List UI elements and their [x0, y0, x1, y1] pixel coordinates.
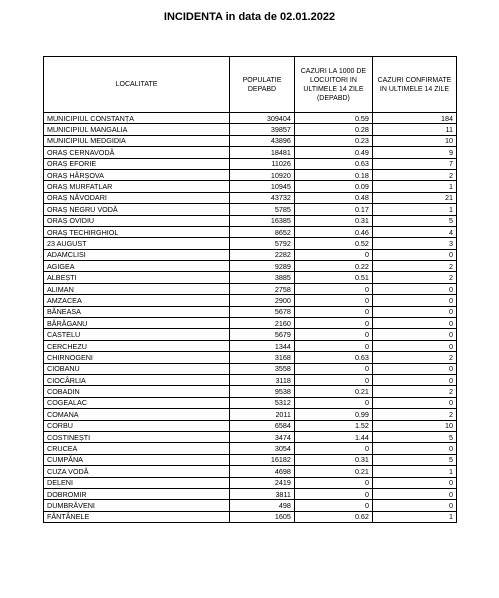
table-row [44, 511, 457, 522]
table-row [44, 295, 457, 306]
table-row [44, 283, 457, 294]
cell-cazuri-1000: 0.31 [294, 454, 372, 465]
cell-localitate: ADAMCLISI [44, 249, 230, 260]
page-title: INCIDENTA in data de 02.01.2022 [163, 11, 336, 23]
table-row [44, 352, 457, 363]
cell-cazuri-confirmate: 11 [372, 124, 456, 135]
cell-localitate: ALIMAN [44, 283, 230, 294]
table-row [44, 500, 457, 511]
cell-cazuri-confirmate: 0 [372, 283, 456, 294]
table-row [44, 169, 457, 180]
cell-populatie: 5785 [230, 204, 295, 215]
cell-cazuri-1000: 0 [294, 363, 372, 374]
cell-cazuri-1000: 0 [294, 500, 372, 511]
cell-cazuri-1000: 1.52 [294, 420, 372, 431]
cell-cazuri-1000: 0.17 [294, 204, 372, 215]
cell-populatie: 39857 [230, 124, 295, 135]
cell-populatie: 2758 [230, 283, 295, 294]
cell-cazuri-1000: 0.63 [294, 158, 372, 169]
cell-localitate: AMZACEA [44, 295, 230, 306]
cell-localitate: DOBROMIR [44, 488, 230, 499]
table-row [44, 397, 457, 408]
cell-populatie: 16385 [230, 215, 295, 226]
cell-cazuri-1000: 0 [294, 443, 372, 454]
cell-localitate: DELENI [44, 477, 230, 488]
cell-localitate: CUZA VODĂ [44, 466, 230, 477]
cell-cazuri-confirmate: 21 [372, 192, 456, 203]
cell-populatie: 16182 [230, 454, 295, 465]
cell-cazuri-confirmate: 9 [372, 147, 456, 158]
cell-populatie: 2282 [230, 249, 295, 260]
cell-cazuri-confirmate: 3 [372, 238, 456, 249]
table-row [44, 135, 457, 146]
cell-cazuri-confirmate: 1 [372, 181, 456, 192]
cell-cazuri-confirmate: 0 [372, 363, 456, 374]
cell-populatie: 498 [230, 500, 295, 511]
cell-populatie: 1344 [230, 340, 295, 351]
cell-cazuri-confirmate: 2 [372, 409, 456, 420]
cell-cazuri-1000: 0 [294, 283, 372, 294]
cell-cazuri-confirmate: 0 [372, 488, 456, 499]
cell-cazuri-1000: 0 [294, 306, 372, 317]
table-row [44, 420, 457, 431]
cell-cazuri-confirmate: 0 [372, 374, 456, 385]
cell-cazuri-confirmate: 0 [372, 340, 456, 351]
table-row [44, 454, 457, 465]
cell-localitate: BĂRĂGANU [44, 318, 230, 329]
cell-populatie: 5679 [230, 329, 295, 340]
cell-cazuri-1000: 0.09 [294, 181, 372, 192]
cell-localitate: CERCHEZU [44, 340, 230, 351]
cell-localitate: ORAȘ NĂVODARI [44, 192, 230, 203]
cell-cazuri-1000: 0 [294, 488, 372, 499]
cell-cazuri-1000: 0.22 [294, 261, 372, 272]
cell-populatie: 4698 [230, 466, 295, 477]
cell-localitate: ORAȘ TECHIRGHIOL [44, 226, 230, 237]
cell-cazuri-1000: 0.21 [294, 466, 372, 477]
cell-cazuri-confirmate: 0 [372, 477, 456, 488]
cell-populatie: 43896 [230, 135, 295, 146]
cell-cazuri-1000: 0 [294, 249, 372, 260]
cell-cazuri-confirmate: 2 [372, 261, 456, 272]
cell-populatie: 2419 [230, 477, 295, 488]
table-row [44, 386, 457, 397]
cell-populatie: 3054 [230, 443, 295, 454]
cell-cazuri-confirmate: 0 [372, 295, 456, 306]
cell-populatie: 9289 [230, 261, 295, 272]
cell-cazuri-confirmate: 2 [372, 386, 456, 397]
cell-cazuri-confirmate: 0 [372, 318, 456, 329]
table-body [44, 113, 457, 523]
cell-populatie: 5678 [230, 306, 295, 317]
cell-cazuri-confirmate: 5 [372, 431, 456, 442]
cell-localitate: ORAȘ OVIDIU [44, 215, 230, 226]
cell-populatie: 3118 [230, 374, 295, 385]
cell-populatie: 18481 [230, 147, 295, 158]
cell-cazuri-1000: 0 [294, 340, 372, 351]
cell-populatie: 43732 [230, 192, 295, 203]
cell-localitate: COGEALAC [44, 397, 230, 408]
cell-localitate: ORAȘ HÂRȘOVA [44, 169, 230, 180]
cell-cazuri-1000: 0 [294, 477, 372, 488]
table-row [44, 215, 457, 226]
cell-cazuri-confirmate: 4 [372, 226, 456, 237]
cell-localitate: CASTELU [44, 329, 230, 340]
cell-localitate: MUNICIPIUL CONSTANȚA [44, 113, 230, 124]
cell-cazuri-confirmate: 2 [372, 272, 456, 283]
cell-cazuri-confirmate: 0 [372, 500, 456, 511]
cell-cazuri-confirmate: 5 [372, 454, 456, 465]
header-cazuri-confirmate: CAZURI CONFIRMATE IN ULTIMELE 14 ZILE [372, 57, 456, 113]
table-row [44, 318, 457, 329]
cell-cazuri-1000: 0 [294, 318, 372, 329]
table-header-row [44, 57, 457, 113]
cell-populatie: 6584 [230, 420, 295, 431]
cell-populatie: 5312 [230, 397, 295, 408]
cell-populatie: 11026 [230, 158, 295, 169]
cell-localitate: MUNICIPIUL MANGALIA [44, 124, 230, 135]
cell-cazuri-1000: 0.51 [294, 272, 372, 283]
cell-populatie: 1605 [230, 511, 295, 522]
header-cazuri-1000: CAZURI LA 1000 DE LOCUITORI IN ULTIMELE 14 ZILE (DEPABD) [294, 57, 372, 113]
cell-cazuri-1000: 0 [294, 397, 372, 408]
cell-cazuri-1000: 0.28 [294, 124, 372, 135]
cell-populatie: 10945 [230, 181, 295, 192]
cell-cazuri-1000: 0.21 [294, 386, 372, 397]
table-row [44, 204, 457, 215]
table-row [44, 374, 457, 385]
cell-cazuri-1000: 0.62 [294, 511, 372, 522]
cell-cazuri-1000: 1.44 [294, 431, 372, 442]
cell-cazuri-confirmate: 2 [372, 169, 456, 180]
cell-localitate: 23 AUGUST [44, 238, 230, 249]
header-populatie: POPULATIE DEPABD [230, 57, 295, 113]
cell-populatie: 3811 [230, 488, 295, 499]
table-row [44, 340, 457, 351]
cell-cazuri-1000: 0.99 [294, 409, 372, 420]
cell-localitate: BĂNEASA [44, 306, 230, 317]
cell-localitate: CHIRNOGENI [44, 352, 230, 363]
cell-localitate: ORAȘ MURFATLAR [44, 181, 230, 192]
cell-cazuri-confirmate: 184 [372, 113, 456, 124]
table-row [44, 409, 457, 420]
table-row [44, 329, 457, 340]
table-row [44, 249, 457, 260]
table-row [44, 113, 457, 124]
cell-cazuri-confirmate: 10 [372, 135, 456, 146]
table-row [44, 488, 457, 499]
cell-cazuri-confirmate: 0 [372, 397, 456, 408]
cell-populatie: 5792 [230, 238, 295, 249]
cell-cazuri-1000: 0 [294, 295, 372, 306]
cell-localitate: AGIGEA [44, 261, 230, 272]
cell-populatie: 3558 [230, 363, 295, 374]
cell-cazuri-1000: 0.49 [294, 147, 372, 158]
table-row [44, 477, 457, 488]
cell-cazuri-confirmate: 0 [372, 329, 456, 340]
cell-cazuri-1000: 0.52 [294, 238, 372, 249]
cell-populatie: 8652 [230, 226, 295, 237]
cell-populatie: 3168 [230, 352, 295, 363]
table-row [44, 306, 457, 317]
cell-cazuri-confirmate: 1 [372, 204, 456, 215]
cell-localitate: COMANA [44, 409, 230, 420]
cell-localitate: MUNICIPIUL MEDGIDIA [44, 135, 230, 146]
cell-localitate: CIOCÂRLIA [44, 374, 230, 385]
cell-cazuri-1000: 0 [294, 374, 372, 385]
cell-cazuri-confirmate: 0 [372, 306, 456, 317]
table-row [44, 261, 457, 272]
cell-populatie: 2160 [230, 318, 295, 329]
cell-localitate: CRUCEA [44, 443, 230, 454]
table-row [44, 226, 457, 237]
cell-localitate: COBADIN [44, 386, 230, 397]
cell-localitate: DUMBRĂVENI [44, 500, 230, 511]
table-row [44, 443, 457, 454]
cell-cazuri-confirmate: 0 [372, 249, 456, 260]
table-row [44, 466, 457, 477]
table-row [44, 238, 457, 249]
cell-localitate: COSTINEȘTI [44, 431, 230, 442]
cell-cazuri-confirmate: 1 [372, 511, 456, 522]
cell-cazuri-confirmate: 2 [372, 352, 456, 363]
table-row [44, 272, 457, 283]
cell-populatie: 2900 [230, 295, 295, 306]
cell-localitate: CUMPĂNA [44, 454, 230, 465]
cell-cazuri-1000: 0.59 [294, 113, 372, 124]
cell-cazuri-confirmate: 10 [372, 420, 456, 431]
cell-localitate: ORAȘ NEGRU VODĂ [44, 204, 230, 215]
cell-populatie: 2011 [230, 409, 295, 420]
cell-populatie: 10920 [230, 169, 295, 180]
table-row [44, 147, 457, 158]
table-row [44, 124, 457, 135]
cell-localitate: ORAȘ EFORIE [44, 158, 230, 169]
cell-cazuri-1000: 0.18 [294, 169, 372, 180]
cell-cazuri-1000: 0.46 [294, 226, 372, 237]
cell-cazuri-1000: 0.23 [294, 135, 372, 146]
cell-populatie: 3885 [230, 272, 295, 283]
cell-cazuri-confirmate: 1 [372, 466, 456, 477]
table-row [44, 431, 457, 442]
table-row [44, 158, 457, 169]
incidence-table [43, 56, 457, 523]
table-row [44, 363, 457, 374]
cell-localitate: ORAȘ CERNAVODĂ [44, 147, 230, 158]
header-localitate: LOCALITATE [44, 57, 230, 113]
cell-populatie: 309404 [230, 113, 295, 124]
table-row [44, 192, 457, 203]
cell-cazuri-1000: 0.48 [294, 192, 372, 203]
cell-cazuri-confirmate: 0 [372, 443, 456, 454]
cell-cazuri-confirmate: 7 [372, 158, 456, 169]
cell-populatie: 9538 [230, 386, 295, 397]
cell-cazuri-1000: 0 [294, 329, 372, 340]
cell-cazuri-confirmate: 5 [372, 215, 456, 226]
cell-localitate: CIOBANU [44, 363, 230, 374]
cell-localitate: FÂNTÂNELE [44, 511, 230, 522]
cell-cazuri-1000: 0.31 [294, 215, 372, 226]
cell-localitate: ALBEȘTI [44, 272, 230, 283]
table-row [44, 181, 457, 192]
cell-cazuri-1000: 0.63 [294, 352, 372, 363]
cell-localitate: CORBU [44, 420, 230, 431]
cell-populatie: 3474 [230, 431, 295, 442]
